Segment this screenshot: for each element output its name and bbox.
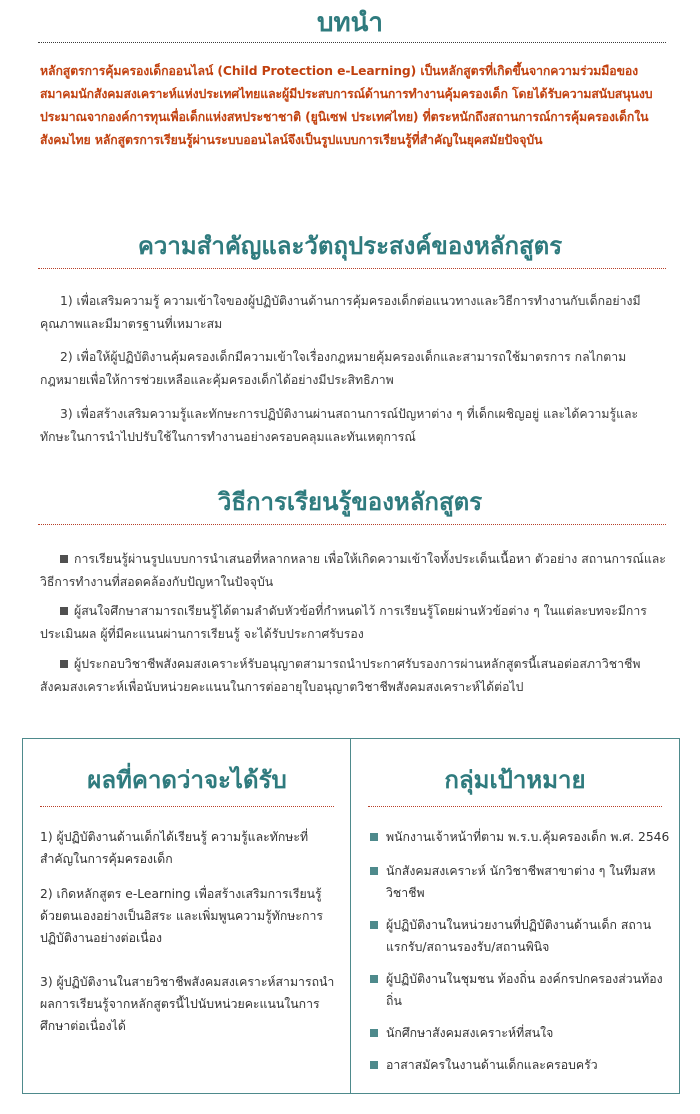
intro-rule [38, 42, 666, 43]
outcomes-title: ผลที่คาดว่าจะได้รับ [87, 766, 287, 794]
target-item-5: นักศึกษาสังคมสงเคราะห์ที่สนใจ [370, 1022, 670, 1044]
bullet-icon [370, 1029, 378, 1037]
objective-item-3: 3) เพื่อสร้างเสริมความรู้และทักษะการปฏิบัติงานผ่านสถานการณ์ปัญหาต่าง ๆ ที่เด็กเผชิญอยู่ และได้ความรู้และทักษะในการนำไปปรับใช้ในการทำงานอย่างครอบคลุมและทันเหตุการณ์ [40, 407, 639, 444]
bullet-icon [60, 660, 68, 668]
intro-title: บทนำ [316, 8, 383, 38]
targets-rule [368, 806, 662, 807]
info-box-divider [350, 738, 351, 1094]
outcome-item-1: 1) ผู้ปฏิบัติงานด้านเด็กได้เรียนรู้ ความรู้และทักษะที่สำคัญในการคุ้มครองเด็ก [40, 830, 309, 866]
outcome-item-3: 3) ผู้ปฏิบัติงานในสายวิชาชีพสังคมสงเคราะห์สามารถนำผลการเรียนรู้จากหลักสูตรนี้ไปนับหน่วยคะแนนในการศึกษาต่อเนื่องได้ [40, 975, 335, 1033]
bullet-icon [370, 867, 378, 875]
target-item-2: นักสังคมสงเคราะห์ นักวิชาชีพสาขาต่าง ๆ ในทีมสหวิชาชีพ [370, 860, 670, 904]
objectives-rule [38, 268, 666, 269]
intro-text: หลักสูตรการคุ้มครองเด็กออนไลน์ (Child Protection e-Learning) เป็นหลักสูตรที่เกิดขึ้นจากความร่วมมือของสมาคมนักสังคมสงเคราะห์แห่งประเทศไทยและผู้มีประสบการณ์ด้านการทำงานคุ้มครองเด็ก โดยได้รับความสนับสนุนงบประมาณจากองค์การทุนเพื่อเด็กแห่งสหประชาชาติ (ยูนิเซฟ ประเทศไทย) ที่ตระหนักถึงสถานการณ์การคุ้มครองเด็กในสังคมไทย หลักสูตรการเรียนรู้ผ่านระบบออนไลน์จึงเป็นรูปแบบการเรียนรู้ที่สำคัญในยุคสมัยปัจจุบัน [40, 64, 653, 147]
method-item-2: ผู้สนใจศึกษาสามารถเรียนรู้ได้ตามลำดับหัวข้อที่กำหนดไว้ การเรียนรู้โดยผ่านหัวข้อต่าง ๆ ในแต่ละบทจะมีการประเมินผล ผู้ที่มีคะแนนผ่านการเรียนรู้ จะได้รับประกาศรับรอง [40, 604, 647, 641]
bullet-icon [370, 833, 378, 841]
target-item-3: ผู้ปฏิบัติงานในหน่วยงานที่ปฏิบัติงานด้านเด็ก สถานแรกรับ/สถานรองรับ/สถานพินิจ [370, 914, 670, 958]
method-item-1: การเรียนรู้ผ่านรูปแบบการนำเสนอที่หลากหลาย เพื่อให้เกิดความเข้าใจทั้งประเด็นเนื้อหา ตัวอย่าง สถานการณ์และวิธีการทำงานที่สอดคล้องกับปัญหาในปัจจุบัน [40, 552, 666, 589]
objectives-title: ความสำคัญและวัตถุประสงค์ของหลักสูตร [137, 232, 563, 260]
bullet-icon [370, 1061, 378, 1069]
outcome-item-2: 2) เกิดหลักสูตร e-Learning เพื่อสร้างเสริมการเรียนรู้ด้วยตนเองอย่างเป็นอิสระ และเพิ่มพูนความรู้ทักษะการปฏิบัติงานอย่างต่อเนื่อง [40, 887, 323, 945]
method-item-3: ผู้ประกอบวิชาชีพสังคมสงเคราะห์รับอนุญาตสามารถนำประกาศรับรองการผ่านหลักสูตรนี้เสนอต่อสภาวิชาชีพสังคมสงเคราะห์เพื่อนับหน่วยคะแนนในการต่ออายุใบอนุญาตวิชาชีพสังคมสงเคราะห์ได้ต่อไป [40, 657, 641, 694]
methods-title: วิธีการเรียนรู้ของหลักสูตร [217, 488, 483, 516]
bullet-icon [60, 555, 68, 563]
target-item-4: ผู้ปฏิบัติงานในชุมชน ท้องถิ่น องค์กรปกครองส่วนท้องถิ่น [370, 968, 670, 1012]
objective-item-2: 2) เพื่อให้ผู้ปฏิบัติงานคุ้มครองเด็กมีความเข้าใจเรื่องกฎหมายคุ้มครองเด็กและสามารถใช้มาตรการ กลไกตามกฎหมายเพื่อให้การช่วยเหลือและคุ้มครองเด็กได้อย่างมีประสิทธิภาพ [40, 350, 627, 387]
outcomes-rule [40, 806, 334, 807]
bullet-icon [370, 921, 378, 929]
target-item-1: พนักงานเจ้าหน้าที่ตาม พ.ร.บ.คุ้มครองเด็ก พ.ศ. 2546 [370, 826, 670, 848]
bullet-icon [60, 607, 68, 615]
bullet-icon [370, 975, 378, 983]
methods-rule [38, 524, 666, 525]
objective-item-1: 1) เพื่อเสริมความรู้ ความเข้าใจของผู้ปฏิบัติงานด้านการคุ้มครองเด็กต่อแนวทางและวิธีการทำงานกับเด็กอย่างมีคุณภาพและมีมาตรฐานที่เหมาะสม [40, 294, 641, 331]
targets-title: กลุ่มเป้าหมาย [444, 766, 586, 794]
target-item-6: อาสาสมัครในงานด้านเด็กและครอบครัว [370, 1054, 670, 1076]
